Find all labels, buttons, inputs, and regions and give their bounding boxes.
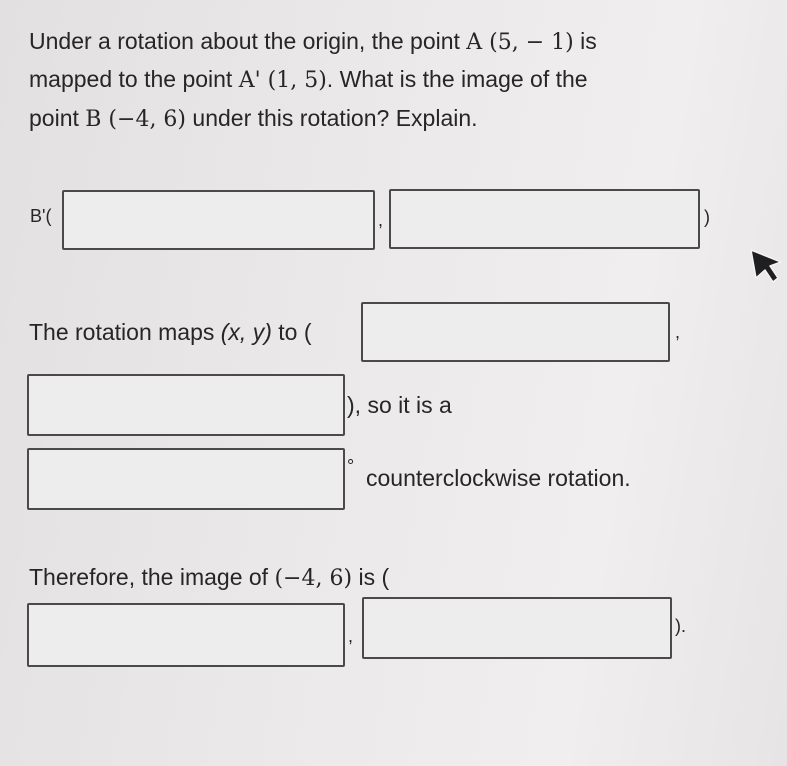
point-a-prime-math: A' (1, 5) (238, 68, 327, 93)
question-text-2-end: . What is the image of the (326, 66, 588, 92)
conclusion-comma: , (348, 626, 354, 646)
rule-y-expression-input[interactable] (27, 374, 345, 436)
b-prime-y-input[interactable] (389, 189, 700, 249)
question-text-3: point (29, 105, 79, 131)
question-line-3 (29, 104, 478, 134)
rule-xy: (x, y) (220, 319, 272, 345)
question-line-2 (29, 65, 588, 95)
conclusion-x-input[interactable] (27, 603, 345, 667)
b-prime-comma: , (378, 210, 384, 230)
conclusion-close: ). (675, 616, 686, 636)
conclusion-point-math: (−4, 6) (274, 566, 353, 591)
rule-line-1 (29, 318, 312, 346)
question-line-1 (29, 27, 597, 57)
b-prime-x-input[interactable] (62, 190, 375, 250)
point-a-math: A (5, − 1) (466, 30, 574, 55)
rule-comma: , (675, 322, 681, 342)
conclusion-y-input[interactable] (362, 597, 672, 659)
rotation-suffix-text: counterclockwise rotation. (366, 465, 631, 491)
b-prime-label: B'( (30, 206, 52, 226)
degree-symbol: ° (347, 456, 355, 476)
conclusion-line (29, 563, 389, 593)
rule-text-2: to ( (278, 319, 312, 345)
rule-x-expression-input[interactable] (361, 302, 670, 362)
mouse-cursor-icon (748, 248, 784, 292)
question-text-3-end: under this rotation? Explain. (192, 105, 478, 131)
conclusion-text-end: is ( (358, 564, 390, 590)
point-b-math: B (−4, 6) (85, 107, 187, 132)
conclusion-text: Therefore, the image of (29, 564, 269, 590)
rule-close-text: ), so it is a (347, 392, 452, 418)
question-text-1-end: is (580, 28, 597, 54)
b-prime-close-paren: ) (704, 207, 710, 227)
rotation-angle-input[interactable] (27, 448, 345, 510)
rule-text-1: The rotation maps (29, 319, 215, 345)
question-text-1: Under a rotation about the origin, the point (29, 28, 460, 54)
question-text-2: mapped to the point (29, 66, 233, 92)
